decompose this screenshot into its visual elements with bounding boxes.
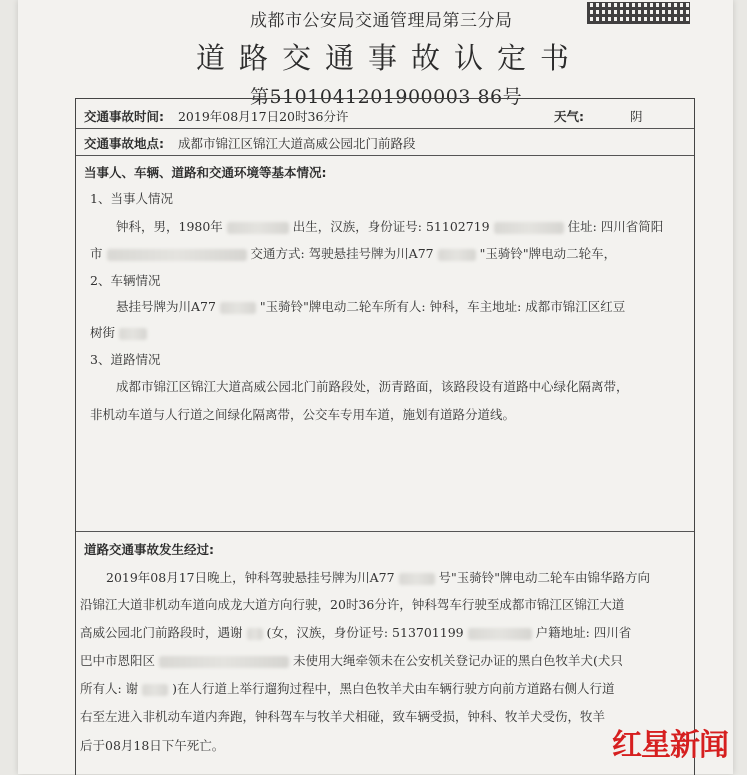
news-watermark: [612, 718, 737, 766]
process-line-1-a: 2019年08月17日晚上，钟科驾驶悬挂号牌为川A77: [106, 570, 395, 585]
redaction: [119, 328, 147, 340]
redaction: [438, 249, 476, 261]
process-line-1-b: 号"玉骑铃"牌电动二轮车由锦华路方向: [438, 570, 651, 585]
process-line-4: [80, 651, 623, 669]
process-line-7: 后于08月18日下午死亡。: [80, 738, 225, 753]
process-line-5-b: )在人行道上举行遛狗过程中，黑白色牧羊犬由车辆行驶方向前方道路右侧人行道: [172, 681, 615, 696]
vehicle-line-1: [116, 297, 625, 315]
party-line-1-c: 住址: 四川省简阳: [567, 219, 664, 234]
process-line-2: 沿锦江大道非机动车道向成龙大道方向行驶，20时36分许，钟科驾车行驶至成都市锦江区锦江大道: [80, 597, 625, 612]
accident-place-label: 交通事故地点:: [84, 136, 164, 151]
vehicle-line-1-a: 悬挂号牌为川A77: [116, 299, 216, 314]
party-section-title: 1、当事人情况: [90, 191, 173, 206]
redaction: [227, 222, 289, 234]
divider: [76, 128, 694, 129]
issuing-authority: 成都市公安局交通管理局第三分局: [250, 11, 513, 31]
accident-time-label: 交通事故时间:: [84, 109, 164, 124]
vehicle-line-2: [90, 323, 147, 341]
document-number: 第5101041201900003 86号: [250, 86, 523, 108]
process-line-1: [106, 568, 650, 586]
process-line-6: 右至左进入非机动车道内奔跑，钟科驾车与牧羊犬相碰，致车辆受损，钟科、牧羊犬受伤，牧羊: [80, 709, 606, 724]
party-line-1: [116, 217, 663, 235]
vehicle-section-title: 2、车辆情况: [90, 273, 161, 288]
process-line-3-c: 户籍地址: 四川省: [535, 625, 632, 640]
party-line-2-c: "玉骑铃"牌电动二轮车，: [479, 246, 617, 261]
vehicle-line-1-b: "玉骑铃"牌电动二轮车所有人: 钟科，车主地址: 成都市锦江区红豆: [259, 299, 626, 314]
process-line-5: [80, 679, 615, 697]
redaction: [142, 684, 168, 696]
redaction: [494, 222, 564, 234]
accident-time-row: [84, 107, 348, 125]
party-line-2-a: 市: [90, 246, 103, 261]
weather-value: 阴: [629, 109, 643, 124]
road-line-1: 成都市锦江区锦江大道高威公园北门前路段处，沥青路面，该路段设有道路中心绿化隔离带，: [116, 379, 629, 394]
road-section-title: 3、道路情况: [90, 352, 161, 367]
party-line-2: [90, 244, 616, 262]
qr-code: [587, 2, 690, 24]
accident-place-value: 成都市锦江区锦江大道高威公园北门前路段: [177, 136, 416, 151]
divider: [76, 531, 694, 532]
process-line-5-a: 所有人: 谢: [80, 681, 139, 696]
process-line-4-b: 未使用大绳牵领未在公安机关登记办证的黑白色牧羊犬(犬只: [292, 653, 623, 668]
watermark-text: 红星新闻: [612, 728, 728, 763]
redaction: [220, 302, 256, 314]
party-line-1-b: 出生，汉族，身份证号: 51102719: [292, 219, 490, 234]
form-frame: [75, 98, 695, 775]
divider: [76, 155, 694, 156]
redaction: [107, 249, 247, 261]
document-title: 道路交通事故认定书: [196, 41, 584, 75]
basic-situation-heading: 当事人、车辆、道路和交通环境等基本情况:: [84, 165, 327, 180]
party-line-1-a: 钟科，男，1980年: [116, 219, 223, 234]
process-line-3-a: 高威公园北门前路段时，遇谢: [80, 625, 243, 640]
weather-label: 天气:: [554, 109, 584, 124]
accident-time-value: 2019年08月17日20时36分许: [177, 109, 349, 124]
road-line-2: 非机动车道与人行道之间绿化隔离带，公交车专用车道，施划有道路分道线。: [90, 407, 516, 422]
redaction: [468, 628, 532, 640]
vehicle-line-2-a: 树街: [90, 325, 116, 340]
accident-place-row: [84, 134, 416, 152]
redaction: [399, 573, 435, 585]
process-line-3: [80, 623, 631, 641]
party-line-2-b: 交通方式: 驾驶悬挂号牌为川A77: [250, 246, 434, 261]
redaction: [247, 628, 263, 640]
weather-row: [554, 107, 643, 125]
process-line-4-a: 巴中市恩阳区: [80, 653, 156, 668]
process-heading: 道路交通事故发生经过:: [84, 542, 214, 557]
process-line-3-b: (女，汉族，身份证号: 513701199: [266, 625, 464, 640]
redaction: [159, 656, 289, 668]
